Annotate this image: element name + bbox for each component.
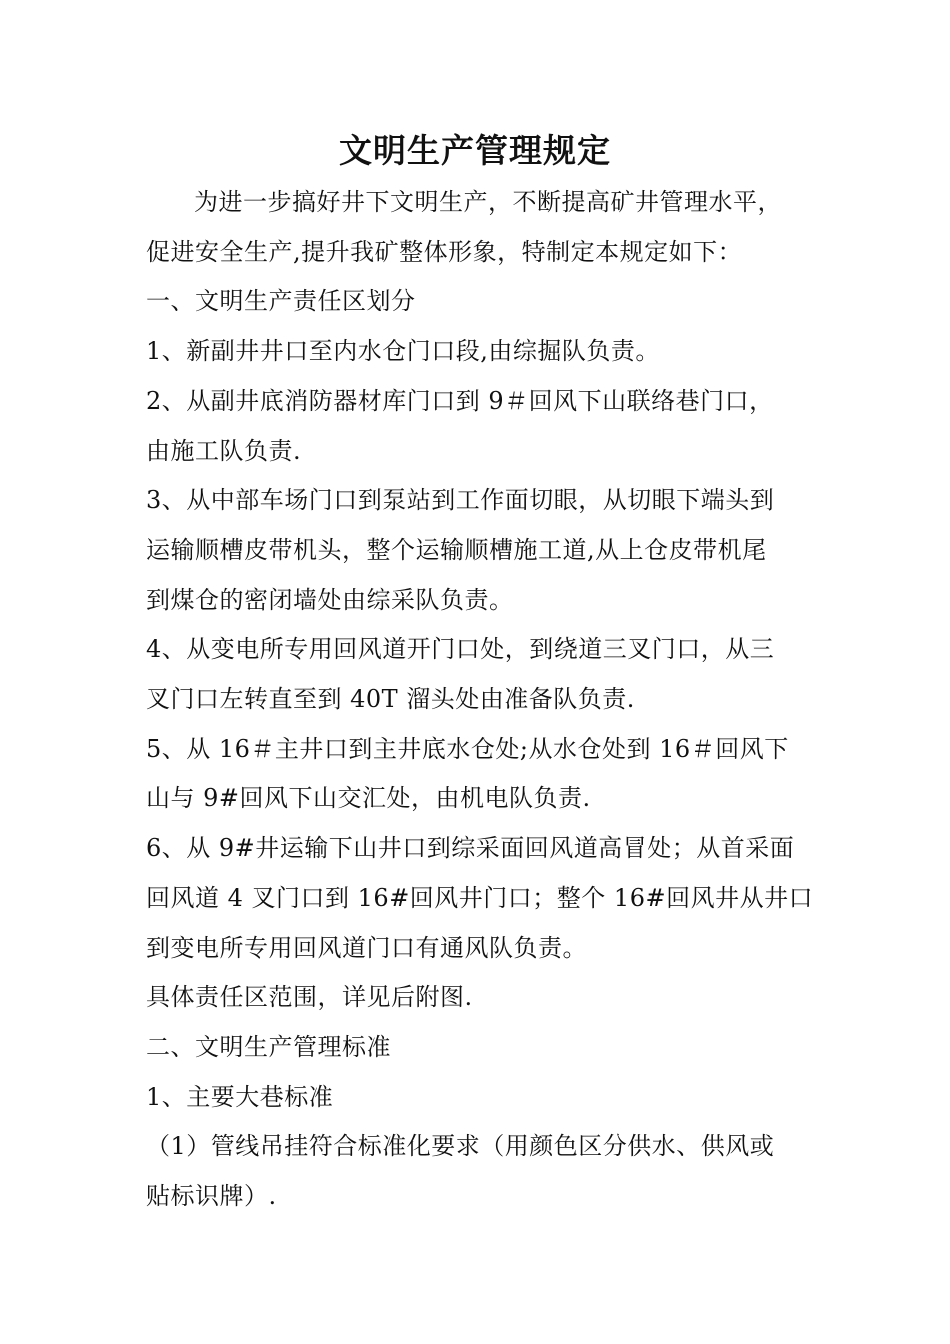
item-6-line-3: 到变电所专用回风道门口有通风队负责。 [146, 933, 587, 962]
item-3-line-2: 运输顺槽皮带机头，整个运输顺槽施工道,从上仓皮带机尾 [146, 535, 767, 564]
section-heading-2: 二、文明生产管理标准 [146, 1032, 391, 1061]
item-1-line-1: 1、新副井井口至内水仓门口段,由综掘队负责。 [146, 337, 660, 366]
item-4-line-2: 叉门口左转直至到 40T 溜头处由准备队负责. [146, 685, 635, 714]
item-2-line-2: 由施工队负责. [146, 436, 302, 465]
scope-note: 具体责任区范围，详见后附图. [146, 983, 473, 1012]
item-3-line-1: 3、从中部车场门口到泵站到工作面切眼，从切眼下端头到 [146, 486, 775, 515]
intro-line-1: 为进一步搞好井下文明生产，不断提高矿井管理水平， [194, 188, 782, 216]
section-heading-1: 一、文明生产责任区划分 [146, 287, 416, 316]
document-body [146, 178, 821, 1222]
standard-item-1-line-2: 贴标识牌）. [146, 1182, 277, 1211]
document-title: 文明生产管理规定 [339, 131, 611, 170]
item-5-line-1: 5、从 16＃主井口到主井底水仓处;从水仓处到 16＃回风下 [146, 734, 789, 763]
standard-item-1-line-1: （1）管线吊挂符合标准化要求（用颜色区分供水、供风或 [146, 1132, 775, 1161]
item-4-line-1: 4、从变电所专用回风道开门口处，到绕道三叉门口，从三 [146, 635, 775, 664]
item-2-line-1: 2、从副井底消防器材库门口到 9＃回风下山联络巷门口， [146, 386, 774, 415]
item-3-line-3: 到煤仓的密闭墙处由综采队负责。 [146, 585, 514, 614]
item-6-line-2: 回风道 4 叉门口到 16#回风井门口；整个 16#回风井从井口 [146, 883, 814, 912]
item-6-line-1: 6、从 9#井运输下山井口到综采面回风道高冒处；从首采面 [146, 834, 795, 863]
intro-line-2: 促进安全生产,提升我矿整体形象，特制定本规定如下： [146, 237, 743, 266]
item-5-line-2: 山与 9#回风下山交汇处，由机电队负责. [146, 784, 591, 813]
standard-heading-1: 1、主要大巷标准 [146, 1082, 334, 1111]
